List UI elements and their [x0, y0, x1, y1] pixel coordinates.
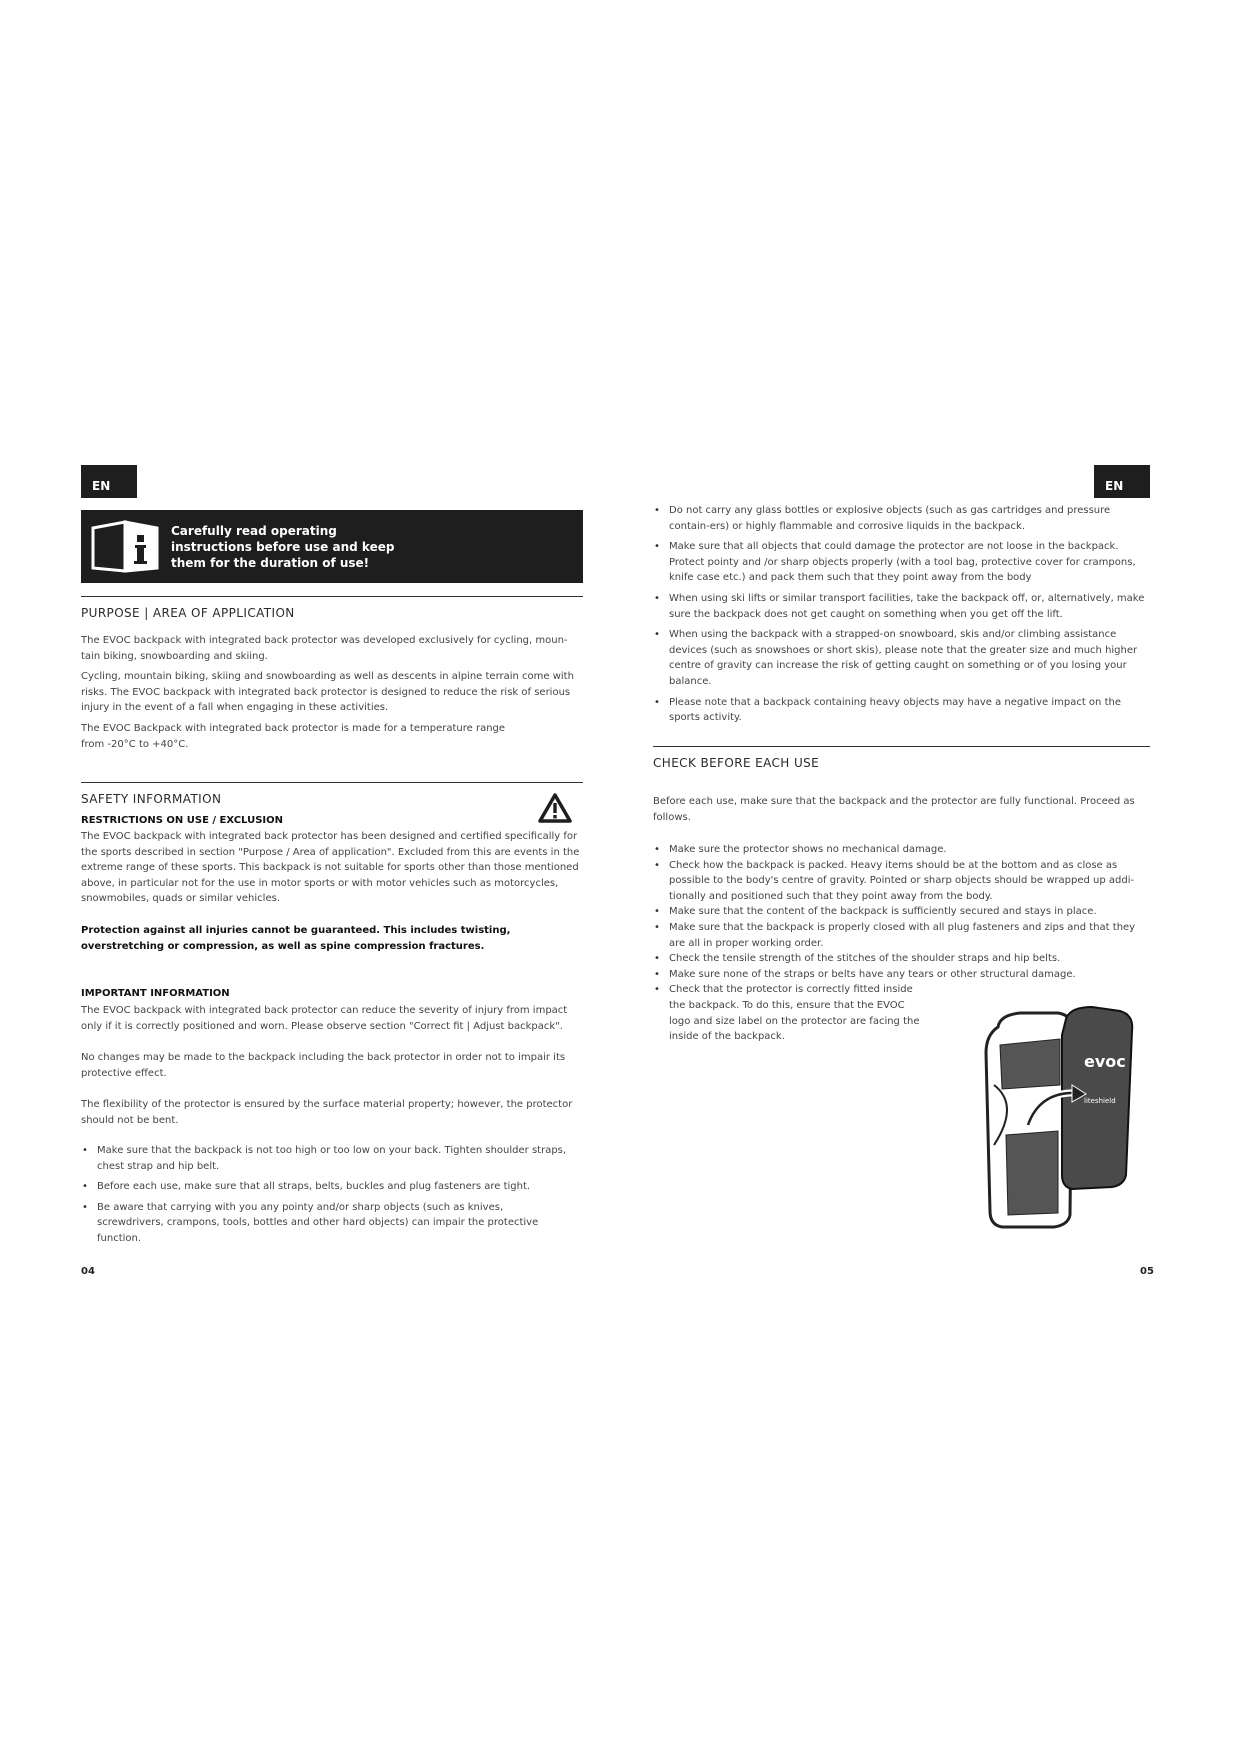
language-tab-right: EN	[1094, 465, 1150, 498]
protector-insertion-illustration	[980, 1005, 1140, 1230]
list-item: • Make sure that all objects that could damage the protector are not loose in the backpack. Protect pointy and /or sharp objects properly (with a tool bag, protective cover for crampons, knife case etc.) and pack them such that they point away from the body	[653, 539, 1151, 586]
no-changes-text: No changes may be made to the backpack including the back protector in order not to impair its protective effect.	[81, 1052, 566, 1079]
list-item: • Make sure the protector shows no mechanical damage.	[653, 842, 1151, 858]
list-item: • When using ski lifts or similar transport facilities, take the backpack off, or, alternatively, make sure the backpack does not get caught on something when you get off the lift.	[653, 591, 1151, 622]
safety-bullet-list	[81, 1143, 571, 1247]
purpose-paragraph-1: The EVOC backpack with integrated back protector was developed exclusively for cycling, moun-tain biking, snowboarding and skiing.	[81, 635, 568, 662]
purpose-paragraph-3: The EVOC Backpack with integrated back protector is made for a temperature range from -20°C to +40°C.	[81, 723, 506, 750]
warning-triangle-icon	[537, 792, 573, 824]
protection-note: Protection against all injuries cannot be guaranteed. This includes twisting, overstretching or compression, as well as spine compression fractures.	[81, 925, 511, 952]
list-item: • Please note that a backpack containing heavy objects may have a negative impact on the sports activity.	[653, 695, 1151, 726]
restrictions-title: RESTRICTIONS ON USE / EXCLUSION	[81, 815, 283, 826]
notice-text: Carefully read operating instructions before use and keep them for the duration of use!	[171, 524, 395, 570]
purpose-heading: PURPOSE | AREA OF APPLICATION	[81, 606, 295, 620]
page-number-left: 04	[81, 1266, 95, 1277]
list-item: • Make sure that the backpack is not too high or too low on your back. Tighten shoulder straps, chest strap and hip belt.	[81, 1143, 571, 1174]
carry-bullet-list	[653, 503, 1151, 726]
liteshield-label: liteshield	[1084, 1097, 1116, 1105]
check-heading: CHECK BEFORE EACH USE	[653, 756, 820, 770]
important-information-text: The EVOC backpack with integrated back protector can reduce the severity of injury from impact only if it is correctly positioned and worn. Please observe section "Correct fit | Adjust backpack".	[81, 1005, 568, 1032]
list-item: • Before each use, make sure that all straps, belts, buckles and plug fasteners are tight.	[81, 1179, 571, 1195]
safety-heading: SAFETY INFORMATION	[81, 792, 222, 806]
list-item: • When using the backpack with a strapped-on snowboard, skis and/or climbing assistance devices (such as snowshoes or short skis), please note that the greater size and much higher centre of gravity can increase the risk of getting caught on something or of you losing your balance.	[653, 627, 1151, 689]
flexibility-text: The flexibility of the protector is ensured by the surface material property; however, the protector should not be bent.	[81, 1099, 573, 1126]
purpose-paragraph-2: Cycling, mountain biking, skiing and snowboarding as well as descents in alpine terrain come with risks. The EVOC backpack with integrated back protector is designed to reduce the risk of serious injury in the event of a fall when engaging in these activities.	[81, 671, 574, 714]
list-item: • Be aware that carrying with you any pointy and/or sharp objects (such as knives, screwdrivers, crampons, tools, bottles and other hard objects) can impair the protective function.	[81, 1200, 571, 1247]
list-item: • Make sure none of the straps or belts have any tears or other structural damage.	[653, 967, 1151, 983]
list-item: • Check how the backpack is packed. Heavy items should be at the bottom and as close as possible to the body's centre of gravity. Pointed or sharp objects should be wrapped up addi-tionally and positioned such that they point away from the body.	[653, 858, 1151, 905]
read-instructions-notice	[81, 510, 583, 583]
list-item: • Check the tensile strength of the stitches of the shoulder straps and hip belts.	[653, 951, 1151, 967]
divider	[81, 596, 583, 597]
list-item: • Make sure that the content of the backpack is sufficiently secured and stays in place.	[653, 904, 1151, 920]
book-info-icon	[89, 518, 161, 575]
evoc-logo: evoc	[1084, 1052, 1126, 1071]
important-information-title: IMPORTANT INFORMATION	[81, 988, 230, 999]
divider	[81, 782, 583, 783]
list-item: • Check that the protector is correctly fitted inside the backpack. To do this, ensure that the EVOC logo and size label on the protector are facing the inside of the backpack.	[653, 982, 929, 1044]
language-tab-left: EN	[81, 465, 137, 498]
list-item: • Make sure that the backpack is properly closed with all plug fasteners and zips and that they are all in proper working order.	[653, 920, 1151, 951]
list-item: • Do not carry any glass bottles or explosive objects (such as gas cartridges and pressure contain-ers) or highly flammable and corrosive liquids in the backpack.	[653, 503, 1151, 534]
restrictions-text: The EVOC backpack with integrated back protector has been designed and certified specifically for the sports described in section "Purpose / Area of application". Excluded from this are events in the extreme range of these sports. This backpack is not suitable for sports other than those mentioned above, in particular not for the use in motor sports or with motor vehicles such as motorcycles, snowmobiles, quads or similar vehicles.	[81, 831, 580, 905]
divider	[653, 746, 1150, 747]
page-number-right: 05	[1140, 1266, 1154, 1277]
check-intro: Before each use, make sure that the backpack and the protector are fully functional. Proceed as follows.	[653, 796, 1135, 823]
